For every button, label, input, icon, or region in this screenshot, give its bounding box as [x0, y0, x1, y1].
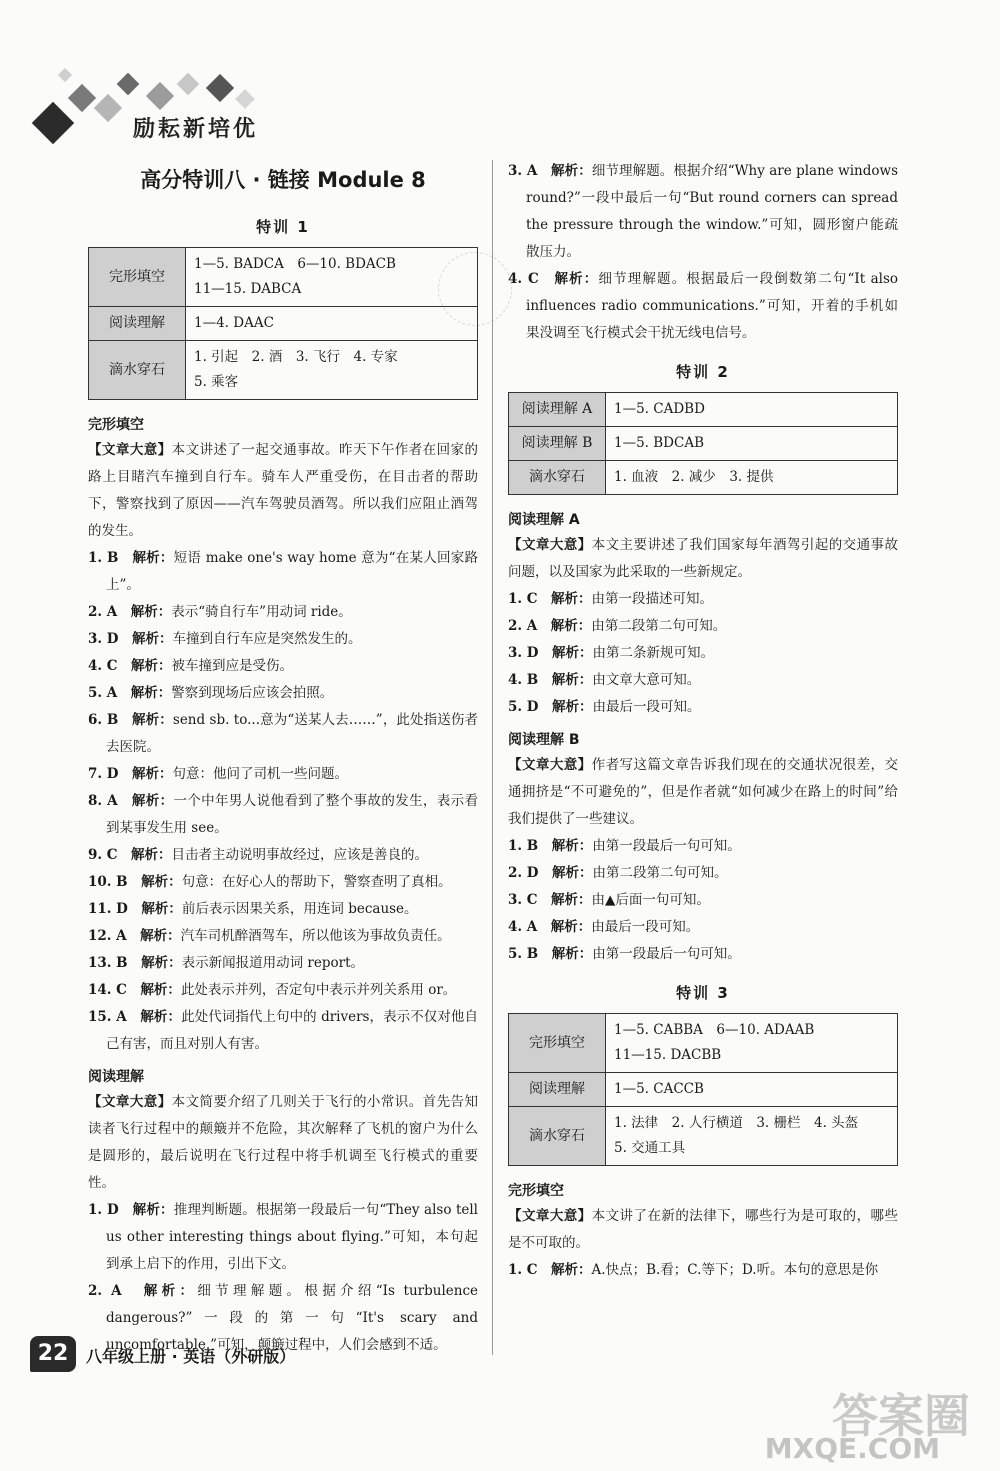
- row-answers: 1. 引起 2. 酒 3. 飞行 4. 专家 5. 乘客: [186, 341, 478, 400]
- answer-item: 1. C 解析：由第一段描述可知。: [508, 591, 714, 607]
- right-column: [508, 158, 898, 1284]
- summary: 【文章大意】作者写这篇文章告诉我们现在的交通状况很差，交通拥挤是“不可避免的”，但是作者就“如何减少在路上的时间”给我们提供了一些建议。: [508, 757, 899, 827]
- row-header: 阅读理解: [509, 1073, 606, 1107]
- watermark-site: MXQE.COM: [764, 1432, 940, 1465]
- section-label-t2: 特训 2: [676, 363, 730, 381]
- row-header: 完形填空: [89, 248, 186, 307]
- answer-item: 3. D 解析：车撞到自行车应是突然发生的。: [88, 631, 362, 647]
- answer-item: 2. A 解析：细节理解题。根据介绍“Is turbulence dangerous?”一段的第一句“It's scary and uncomfortable.”可知，颠簸过程中，人们会感到不适。: [88, 1283, 478, 1353]
- row-header: 滴水穿石: [509, 1107, 606, 1166]
- page-number: 22: [30, 1336, 76, 1372]
- section-heading: 阅读理解 B: [508, 732, 580, 748]
- column-divider: [492, 160, 493, 1355]
- answer-item: 1. D 解析：推理判断题。根据第一段最后一句“They also tell us other interesting things about flying.”可知，本句起到承上启下的作用，引出下文。: [88, 1202, 478, 1272]
- table-row: [509, 1107, 898, 1166]
- answer-item: 2. A 解析：由第二段第二句可知。: [508, 618, 727, 634]
- answer-list: [88, 1197, 478, 1359]
- row-header: 滴水穿石: [89, 341, 186, 400]
- row-answers: 1. 法律 2. 人行横道 3. 栅栏 4. 头盔 5. 交通工具: [606, 1107, 898, 1166]
- table-row: [509, 1073, 898, 1107]
- page-title: 高分特训八 · 链接 Module 8: [140, 168, 426, 192]
- row-header: 阅读理解 B: [509, 427, 606, 461]
- table-row: [509, 1014, 898, 1073]
- section-label-t3: 特训 3: [676, 984, 730, 1002]
- answer-item: 2. D 解析：由第二段第二句可知。: [508, 865, 728, 881]
- row-answers: 1—5. BADCA 6—10. BDACB 11—15. DABCA: [186, 248, 478, 307]
- answer-item: 1. C 解析：A.快点；B.看；C.等下；D.听。本句的意思是你: [508, 1262, 879, 1278]
- section-label-t1: 特训 1: [256, 218, 310, 236]
- row-header: 阅读理解: [89, 307, 186, 341]
- answer-list: [508, 158, 898, 347]
- row-answers: 1—5. CADBD: [606, 393, 898, 427]
- answer-item: 10. B 解析：句意：在好心人的帮助下，警察查明了真相。: [88, 874, 452, 890]
- answer-item: 12. A 解析：汽车司机醉酒驾车，所以他该为事故负责任。: [88, 928, 451, 944]
- answer-item: 6. B 解析：send sb. to...意为“送某人去……”，此处指送伤者去医院。: [88, 712, 478, 755]
- summary: 【文章大意】本文讲了在新的法律下，哪些行为是可取的，哪些是不可取的。: [508, 1208, 899, 1251]
- answer-item: 4. C 解析：被车撞到应是受伤。: [88, 658, 294, 674]
- answer-item: 4. A 解析：由最后一段可知。: [508, 919, 700, 935]
- answer-item: 5. D 解析：由最后一段可知。: [508, 699, 701, 715]
- table-row: [89, 307, 478, 341]
- summary: 【文章大意】本文简要介绍了几则关于飞行的小常识。首先告知读者飞行过程中的颠簸并不危险，其次解释了飞机的窗户为什么是圆形的，最后说明在飞行过程中将手机调至飞行模式的重要性。: [88, 1094, 479, 1191]
- watermark: 答案圈: [832, 1389, 970, 1443]
- answer-list: [508, 586, 898, 721]
- answer-item: 3. C 解析：由▲后面一句可知。: [508, 892, 710, 908]
- row-answers: 1—5. CABBA 6—10. ADAAB 11—15. DACBB: [606, 1014, 898, 1073]
- answer-list: [88, 545, 478, 1058]
- answer-item: 1. B 解析：短语 make one's way home 意为“在某人回家路上”。: [88, 550, 478, 593]
- answer-item: 7. D 解析：句意：他问了司机一些问题。: [88, 766, 349, 782]
- table-row: [509, 427, 898, 461]
- section-heading: 阅读理解: [88, 1069, 144, 1085]
- summary: 【文章大意】本文讲述了一起交通事故。昨天下午作者在回家的路上目睹汽车撞到自行车。骑车人严重受伤，在目击者的帮助下，警察找到了原因——汽车驾驶员酒驾。所以我们应阻止酒驾的发生。: [88, 442, 479, 539]
- row-answers: 1—5. BDCAB: [606, 427, 898, 461]
- answer-table-t2: [508, 392, 898, 495]
- row-answers: 1—4. DAAC: [186, 307, 478, 341]
- answer-item: 13. B 解析：表示新闻报道用动词 report。: [88, 955, 364, 971]
- answer-list: [508, 833, 898, 968]
- row-header: 滴水穿石: [509, 461, 606, 495]
- table-row: [89, 341, 478, 400]
- answer-item: 9. C 解析：目击者主动说明事故经过，应该是善良的。: [88, 847, 429, 863]
- left-column: [88, 158, 478, 1359]
- row-header: 阅读理解 A: [509, 393, 606, 427]
- answer-item: 8. A 解析：一个中年男人说他看到了整个事故的发生，表示看到某事发生用 see。: [88, 793, 479, 836]
- answer-item: 5. B 解析：由第一段最后一句可知。: [508, 946, 741, 962]
- summary: 【文章大意】本文主要讲述了我们国家每年酒驾引起的交通事故问题，以及国家为此采取的一些新规定。: [508, 537, 899, 580]
- answer-item: 2. A 解析：表示“骑自行车”用动词 ride。: [88, 604, 352, 620]
- table-row: [509, 393, 898, 427]
- answer-item: 1. B 解析：由第一段最后一句可知。: [508, 838, 741, 854]
- row-header: 完形填空: [509, 1014, 606, 1073]
- answer-item: 15. A 解析：此处代词指代上句中的 drivers，表示不仅对他自己有害，而且对别人有害。: [88, 1009, 478, 1052]
- row-answers: 1. 血液 2. 减少 3. 提供: [606, 461, 898, 495]
- answer-item: 4. C 解析：细节理解题。根据最后一段倒数第二句“It also influences radio communications.”可知，开着的手机如果没调至飞行模式会干扰无线电信号。: [508, 271, 899, 341]
- brand-name: 励耘新培优: [133, 116, 259, 142]
- answer-list: [508, 1257, 898, 1284]
- section-heading: 阅读理解 A: [508, 512, 580, 528]
- answer-item: 3. A 解析：细节理解题。根据介绍“Why are plane windows round?”一段中最后一句“But round corners can spread the pressure through the window.”可知，圆形窗户能疏散压力。: [508, 163, 898, 260]
- book-title: 八年级上册 · 英语（外研版）: [86, 1347, 296, 1366]
- answer-item: 11. D 解析：前后表示因果关系，用连词 because。: [88, 901, 418, 917]
- table-row: [509, 461, 898, 495]
- answer-table-t3: [508, 1013, 898, 1166]
- section-heading: 完形填空: [88, 417, 144, 433]
- section-heading: 完形填空: [508, 1183, 564, 1199]
- table-row: [89, 248, 478, 307]
- answer-item: 4. B 解析：由文章大意可知。: [508, 672, 701, 688]
- answer-item: 3. D 解析：由第二条新规可知。: [508, 645, 715, 661]
- answer-item: 14. C 解析：此处表示并列，否定句中表示并列关系用 or。: [88, 982, 457, 998]
- answer-table-t1: [88, 247, 478, 400]
- answer-item: 5. A 解析：警察到现场后应该会拍照。: [88, 685, 334, 701]
- row-answers: 1—5. CACCB: [606, 1073, 898, 1107]
